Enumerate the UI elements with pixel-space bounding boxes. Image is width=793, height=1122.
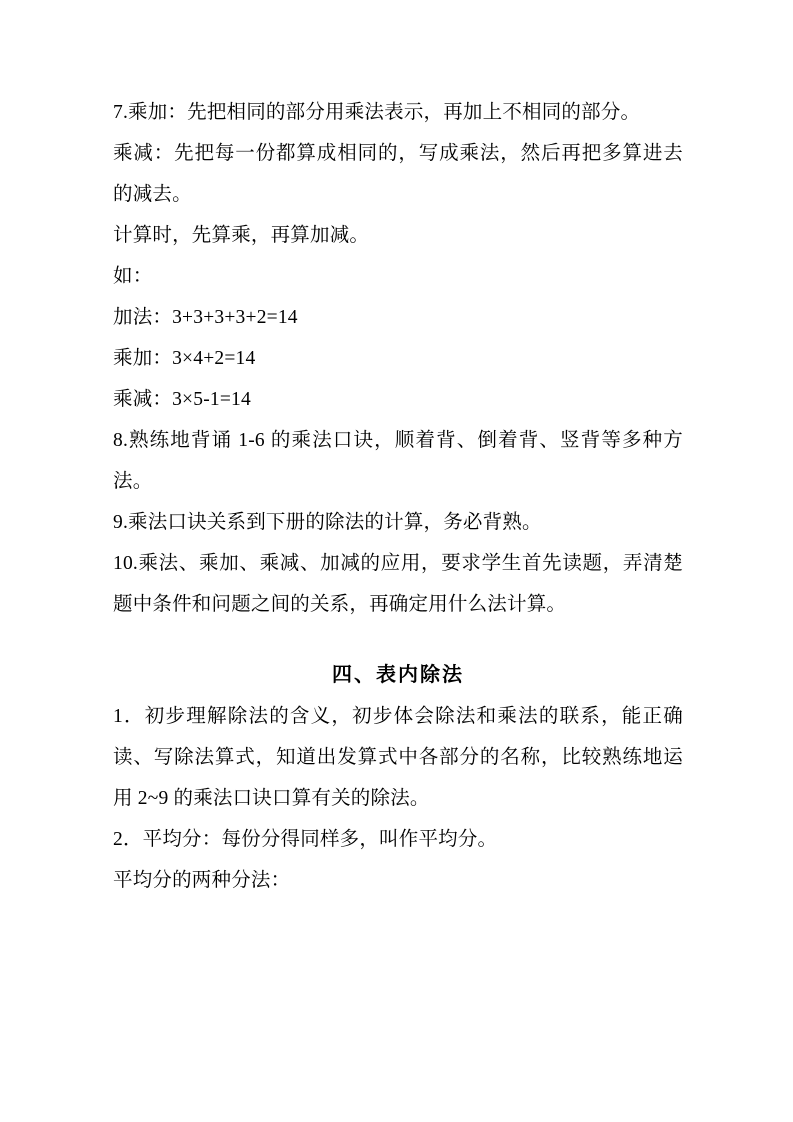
paragraph-example-label: 如： bbox=[113, 266, 153, 287]
paragraph-item-10: 10.乘法、乘加、乘减、加减的应用，要求学生首先读题，弄清楚题中条件和问题之间的关系，再确定用什么法计算。 bbox=[113, 553, 683, 615]
paragraph-example-multiply-subtract: 乘减：3×5-1=14 bbox=[113, 389, 251, 410]
paragraph-item-8: 8.熟练地背诵 1-6 的乘法口诀，顺着背、倒着背、竖背等多种方法。 bbox=[113, 430, 683, 492]
section-heading-division: 四、表内除法 bbox=[332, 664, 464, 686]
paragraph-division-item-2: 2．平均分：每份分得同样多，叫作平均分。 bbox=[113, 829, 498, 850]
section-spacer bbox=[113, 625, 683, 655]
paragraph-calculation-order: 计算时，先算乘，再算加减。 bbox=[113, 225, 370, 246]
paragraph-multiply-subtract: 乘减：先把每一份都算成相同的，写成乘法，然后再把多算进去的减去。 bbox=[113, 143, 683, 205]
paragraph-item-9: 9.乘法口诀关系到下册的除法的计算，务必背熟。 bbox=[113, 512, 542, 533]
paragraph-example-multiply-add: 乘加：3×4+2=14 bbox=[113, 348, 256, 369]
paragraph-multiply-add: 7.乘加：先把相同的部分用乘法表示，再加上不相同的部分。 bbox=[113, 102, 641, 123]
document-body bbox=[113, 92, 683, 901]
paragraph-example-addition: 加法：3+3+3+3+2=14 bbox=[113, 307, 298, 328]
paragraph-average-methods: 平均分的两种分法： bbox=[113, 870, 291, 891]
paragraph-division-item-1: 1．初步理解除法的含义，初步体会除法和乘法的联系，能正确读、写除法算式，知道出发算式中各部分的名称，比较熟练地运用 2~9 的乘法口诀口算有关的除法。 bbox=[113, 706, 683, 809]
